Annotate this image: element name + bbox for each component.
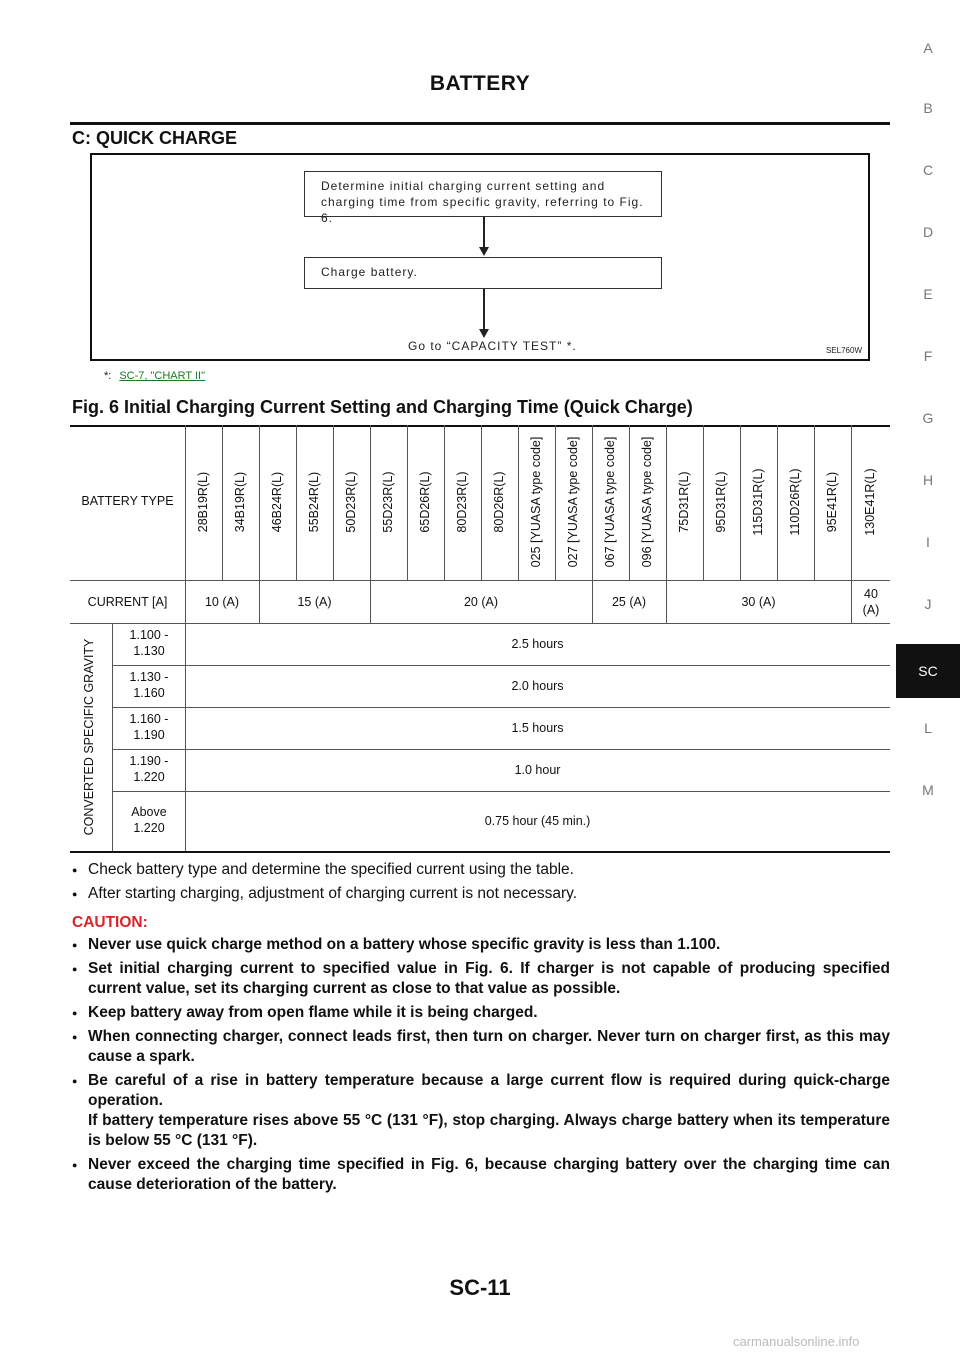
table-col-line (814, 425, 815, 580)
instruction-list (72, 860, 890, 908)
caution-item (72, 1071, 890, 1151)
battery-type: 28B19R(L) (196, 471, 210, 533)
side-index-a[interactable]: A (923, 40, 933, 56)
table-col-line (777, 425, 778, 580)
battery-type: 75D31R(L) (677, 471, 691, 533)
instruction-item: ● After starting charging, adjustment of charging current is not necessary. (72, 884, 890, 904)
gravity-range: 1.100 - 1.130 (129, 628, 169, 658)
current-value: 40 (A) (862, 587, 880, 617)
current-value: 25 (A) (611, 595, 647, 609)
figure-title: Fig. 6 Initial Charging Current Setting and Charging Time (Quick Charge) (72, 397, 693, 417)
side-index-i[interactable]: I (926, 534, 930, 550)
gravity-range: 1.130 - 1.160 (129, 670, 169, 700)
table-row-rule-4 (112, 791, 890, 792)
section-title: C: QUICK CHARGE (72, 128, 237, 148)
gravity-range: 1.190 - 1.220 (129, 754, 169, 784)
page-number: SC-11 (449, 1275, 511, 1300)
caution-item: ● Never exceed the charging time specified in Fig. 6, because charging battery over the charging time can cause deterioration of the battery. (72, 1155, 890, 1195)
table-col-line (518, 425, 519, 580)
flowchart-frame (90, 153, 870, 361)
table-col-line (740, 425, 741, 580)
battery-type: 110D26R(L) (788, 468, 802, 536)
chart-ii-link[interactable]: SC-7, "CHART II" (119, 370, 205, 382)
table-header-rule (70, 580, 890, 581)
caution-list (72, 935, 890, 1199)
gravity-range: Above 1.220 (131, 805, 167, 835)
battery-type: 067 [YUASA type code] (603, 436, 617, 568)
battery-type: 096 [YUASA type code] (640, 436, 654, 568)
battery-type: 95D31R(L) (714, 471, 728, 533)
flowchart-step-determine: Determine initial charging current setting and charging time from specific gravity, referring to Fig. 6. (304, 171, 662, 217)
table-current-rule (70, 623, 890, 624)
table-row-rule-2 (112, 707, 890, 708)
flowchart-end: Go to “CAPACITY TEST” *. (408, 339, 577, 353)
flowchart-arrow-2 (483, 289, 485, 331)
header-rule (70, 122, 890, 125)
caution-item-subtext: If battery temperature rises above 55 °C (131 °F), stop charging. Always charge battery when its temperature is below 55 °C (131 °F). (88, 1112, 890, 1149)
table-col-line (481, 425, 482, 580)
table-row-rule-3 (112, 749, 890, 750)
battery-type: 50D23R(L) (344, 471, 358, 533)
side-index-c[interactable]: C (922, 162, 934, 178)
battery-type: 55B24R(L) (307, 471, 321, 533)
table-row-rule-1 (112, 665, 890, 666)
side-index-d[interactable]: D (922, 224, 934, 240)
caution-item: ● Never use quick charge method on a battery whose specific gravity is less than 1.100. (72, 935, 890, 955)
table-col-line (407, 425, 408, 580)
charging-time: 2.0 hours (511, 679, 564, 693)
caution-item-text: ● Be careful of a rise in battery temperature because a large current flow is required during quick-charge operation. (88, 1072, 890, 1109)
flowchart-arrowhead-1 (479, 247, 489, 256)
table-col-line (851, 425, 852, 623)
side-index-b[interactable]: B (923, 100, 933, 116)
flowchart-step-charge: Charge battery. (304, 257, 662, 289)
figure-code: SEL760W (825, 346, 862, 355)
battery-type: 80D23R(L) (455, 471, 469, 533)
side-index-e[interactable]: E (923, 286, 933, 302)
side-index-sc-active[interactable]: SC (896, 644, 960, 698)
flowchart-arrowhead-2 (479, 329, 489, 338)
caution-item: ● Set initial charging current to specified value in Fig. 6. If charger is not capable of producing specified current value, set its charging current as close to that value as possible. (72, 959, 890, 999)
flowchart-arrow-1 (483, 217, 485, 249)
current-value: 10 (A) (204, 595, 240, 609)
table-col-line (629, 425, 630, 580)
battery-type: 65D26R(L) (418, 471, 432, 533)
side-index-m[interactable]: M (922, 782, 934, 798)
page-header-title: BATTERY (429, 72, 531, 95)
gravity-label: CONVERTED SPECIFIC GRAVITY (82, 638, 96, 836)
battery-type: 34B19R(L) (233, 471, 247, 533)
battery-type: 55D23R(L) (381, 471, 395, 533)
charging-table (70, 425, 890, 853)
footnote-marker: *: (104, 370, 112, 382)
battery-type: 115D31R(L) (751, 468, 765, 536)
charging-time: 1.5 hours (511, 721, 564, 735)
battery-type: 80D26R(L) (492, 471, 506, 533)
battery-type: 95E41R(L) (825, 471, 839, 533)
battery-type: 46B24R(L) (270, 471, 284, 533)
table-col-line (555, 425, 556, 580)
table-gravity-divider (112, 623, 113, 851)
table-col-line (444, 425, 445, 580)
caution-label: CAUTION: (72, 914, 148, 931)
side-index-l[interactable]: L (924, 720, 932, 736)
side-index-h[interactable]: H (922, 472, 934, 488)
charging-time: 1.0 hour (514, 763, 561, 777)
current-value: 15 (A) (297, 595, 332, 609)
side-index-f[interactable]: F (923, 348, 933, 364)
instruction-item: ● Check battery type and determine the specified current using the table. (72, 860, 890, 880)
battery-type: 027 [YUASA type code] (566, 436, 580, 568)
table-top-border (70, 425, 890, 427)
gravity-range: 1.160 - 1.190 (129, 712, 169, 742)
table-col-line (222, 425, 223, 580)
charging-time: 0.75 hour (45 min.) (484, 814, 591, 828)
battery-type: 025 [YUASA type code] (529, 436, 543, 568)
caution-item: ● When connecting charger, connect leads first, then turn on charger. Never turn on charger first, as this may cause a spark. (72, 1027, 890, 1067)
table-col-line (333, 425, 334, 580)
table-col-line (703, 425, 704, 580)
current-value: 30 (A) (741, 595, 776, 609)
current-label: CURRENT [A] (87, 595, 168, 609)
charging-time: 2.5 hours (511, 637, 564, 651)
side-index-j[interactable]: J (924, 596, 932, 612)
watermark: carmanualsonline.info (733, 1334, 860, 1349)
caution-item: ● Keep battery away from open flame while it is being charged. (72, 1003, 890, 1023)
table-col-line (296, 425, 297, 580)
battery-type: 130E41R(L) (863, 468, 877, 536)
table-bottom-border (70, 851, 890, 853)
battery-type-label: BATTERY TYPE (81, 494, 174, 508)
side-index-g[interactable]: G (922, 410, 934, 426)
current-value: 20 (A) (463, 595, 499, 609)
footnote (104, 370, 205, 382)
